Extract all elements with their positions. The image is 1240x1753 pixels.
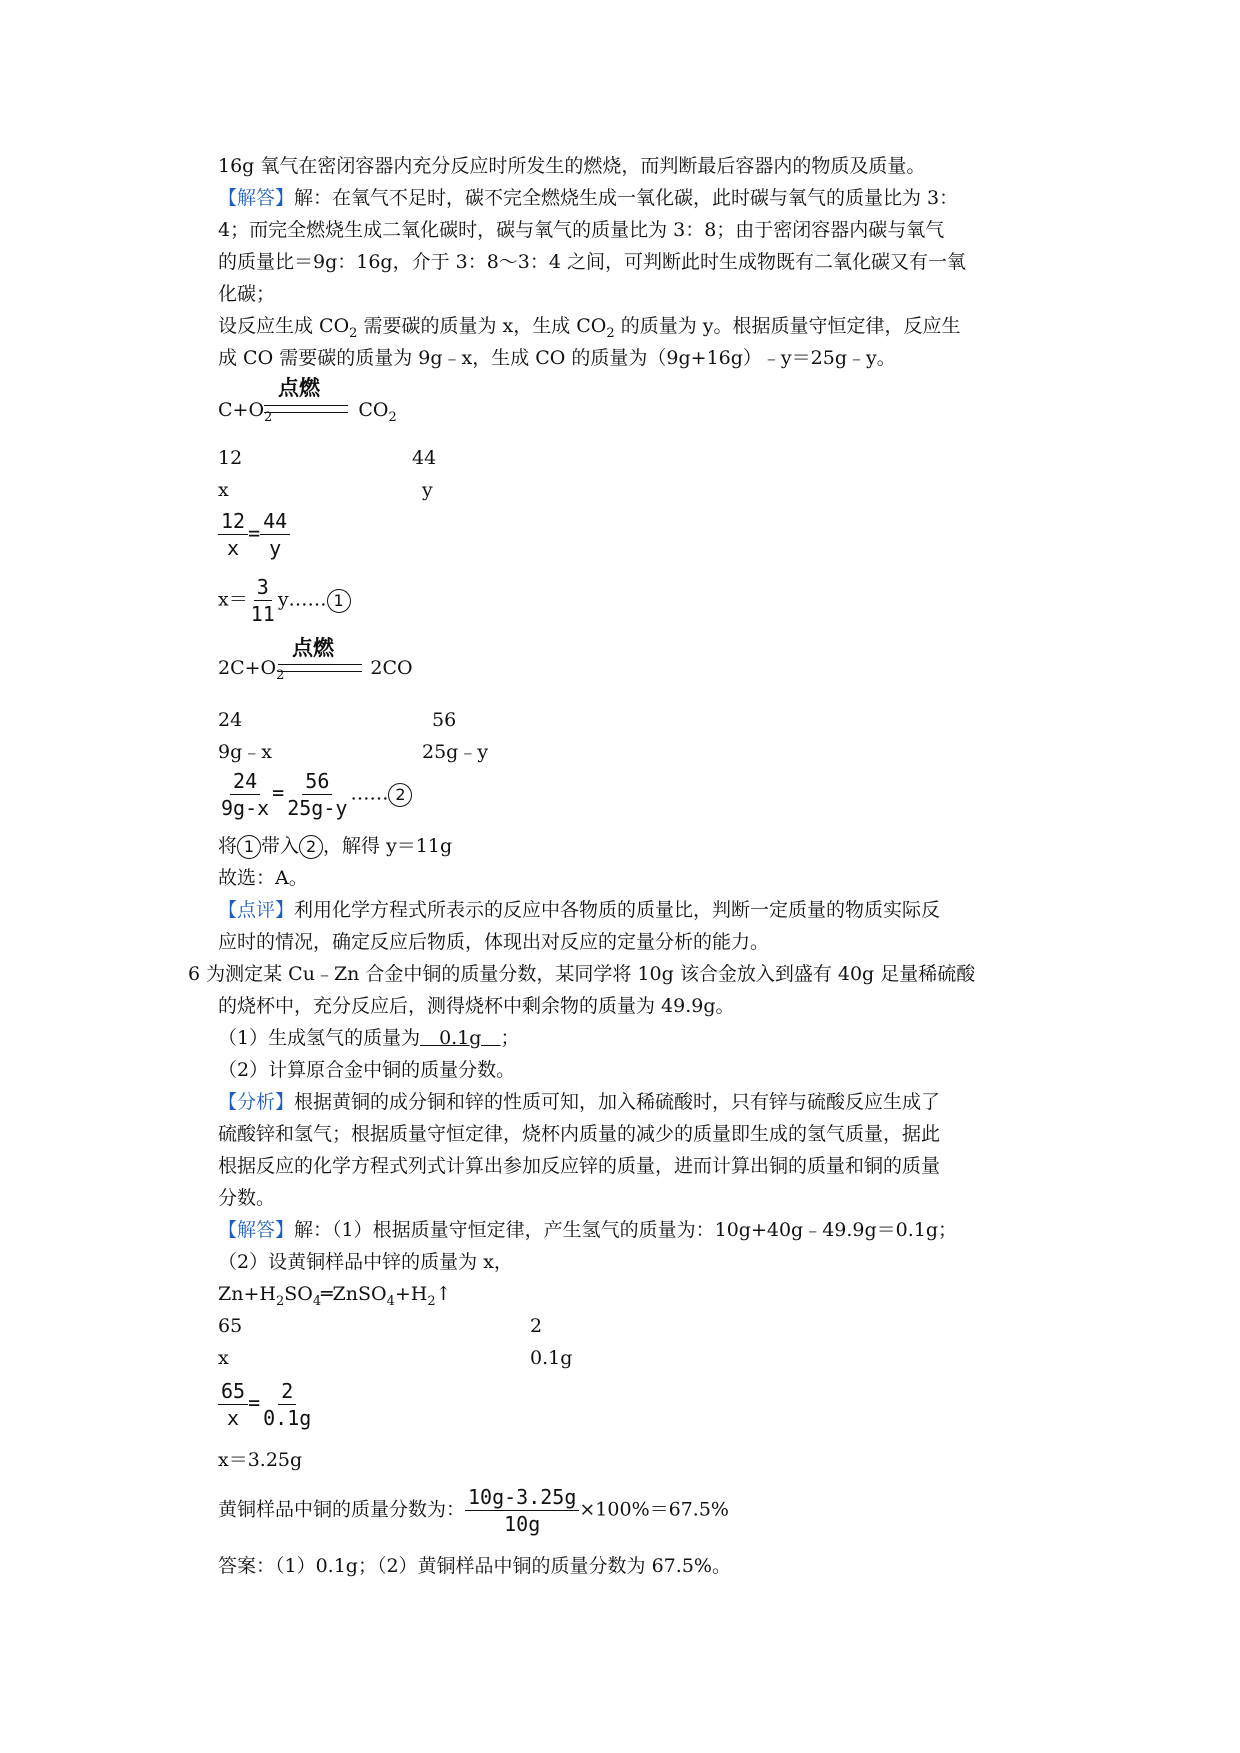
equals-sign: = <box>272 780 285 805</box>
text-span: 需要碳的质量为 x，生成 CO <box>357 315 607 337</box>
denominator: 0.1g <box>263 1406 312 1430</box>
text-span: 2 <box>530 1315 543 1337</box>
reaction-condition-label: 点燃 <box>278 376 320 400</box>
choice-line: 故选：A。 <box>218 867 308 889</box>
numerator: 10g-3.25g <box>465 1484 579 1511</box>
equals-sign: = <box>248 521 261 545</box>
proportion-1 <box>218 508 290 561</box>
denominator: y <box>269 536 282 560</box>
text-line: 4；而完全燃烧生成二氧化碳时，碳与氧气的质量比为 3：8；由于密闭容器内碳与氧气 <box>218 219 945 241</box>
text-span: C+O <box>218 399 265 421</box>
text-span: 黄铜样品中铜的质量分数为： <box>218 1498 466 1521</box>
answer-paragraph-line <box>218 1214 957 1247</box>
proportion-3 <box>218 1378 314 1431</box>
text-span: （1）生成氢气的质量为 <box>218 1027 421 1049</box>
numerator: 12 <box>218 508 248 535</box>
text-span: y…… <box>277 588 327 611</box>
answer-tag: 【解答】 <box>218 187 295 209</box>
text-span: 的质量为 y。根据质量守恒定律，反应生 <box>614 315 961 337</box>
answer-paragraph-line <box>218 182 958 215</box>
substitution-line <box>218 830 452 863</box>
double-arrow-line <box>264 405 348 413</box>
subscript: 2 <box>427 1293 436 1309</box>
answer-blank: 0.1g <box>420 1027 501 1049</box>
text-span: 25g﹣y <box>422 741 489 763</box>
fraction <box>284 768 350 821</box>
text-span: ，解得 y＝11g <box>323 835 453 857</box>
circled-number: 2 <box>388 783 412 807</box>
text-span: SO <box>284 1283 313 1305</box>
denominator: x <box>227 536 240 560</box>
text-span: y <box>422 479 433 501</box>
text-line: 应时的情况，确定反应后物质，体现出对反应的定量分析的能力。 <box>218 931 770 953</box>
subscript: 2 <box>275 1293 285 1309</box>
copper-fraction-line <box>218 1484 729 1537</box>
text-span: +H <box>394 1283 428 1305</box>
var-row <box>530 1342 572 1375</box>
text-line: 分数。 <box>218 1187 276 1209</box>
result-1 <box>218 574 351 627</box>
text-span: 解：在氧气不足时，碳不完全燃烧生成一氧化碳，此时碳与氧气的质量比为 3： <box>294 187 959 209</box>
double-arrow-line <box>278 664 362 672</box>
fraction <box>248 574 278 627</box>
fraction <box>218 508 248 561</box>
text-span: 9g﹣x <box>218 741 272 763</box>
text-span: 带入 <box>261 835 300 857</box>
analysis-tag: 【分析】 <box>218 1091 295 1113</box>
text-line: 硫酸锌和氢气；根据质量守恒定律，烧杯内质量的减少的质量即生成的氢气质量，据此 <box>218 1123 941 1145</box>
subscript: 4 <box>386 1293 395 1309</box>
fraction <box>260 1378 314 1431</box>
text-span: CO <box>358 399 389 421</box>
text-span: 24 <box>218 709 243 731</box>
numerator: 65 <box>218 1378 248 1405</box>
comment-line <box>218 894 940 927</box>
text-line: 的烧杯中，充分反应后，测得烧杯中剩余物的质量为 49.9g。 <box>218 995 735 1017</box>
text-span: Zn+H <box>218 1283 276 1305</box>
answer-tag: 【解答】 <box>218 1219 295 1241</box>
mass-row <box>218 442 242 475</box>
subscript: 2 <box>264 409 273 425</box>
reaction-condition-label: 点燃 <box>292 636 334 660</box>
numerator: 44 <box>260 508 290 535</box>
subscript: 2 <box>606 325 615 341</box>
subscript: 2 <box>388 409 397 425</box>
text-span: ═ZnSO <box>321 1283 387 1305</box>
text-line: 根据反应的化学方程式列式计算出参加反应锌的质量，进而计算出铜的质量和铜的质量 <box>218 1155 941 1177</box>
denominator: 11 <box>250 602 275 626</box>
numerator: 2 <box>278 1378 296 1405</box>
text-line: （2）设黄铜样品中锌的质量为 x， <box>218 1251 513 1273</box>
final-answer-line: 答案：（1）0.1g；（2）黄铜样品中铜的质量分数为 67.5%。 <box>218 1555 731 1577</box>
numerator: 56 <box>302 768 332 795</box>
mass-row <box>432 704 456 737</box>
text-span: 2CO <box>370 657 413 679</box>
fraction <box>218 1378 248 1431</box>
text-line: 成 CO 需要碳的质量为 9g﹣x，生成 CO 的质量为（9g+16g）﹣y＝25g﹣y。 <box>218 347 896 369</box>
fraction <box>465 1484 579 1537</box>
text-span: ×100%＝67.5% <box>579 1498 729 1521</box>
numerator: 24 <box>230 768 260 795</box>
text-span: 12 <box>218 447 243 469</box>
analysis-line <box>218 1086 940 1119</box>
fraction <box>218 768 272 821</box>
text-span: 0.1g <box>530 1347 573 1369</box>
equals-sign: = <box>248 1390 261 1415</box>
text-span: 设反应生成 CO <box>218 315 350 337</box>
mass-row <box>218 1310 242 1343</box>
text-line: 16g 氧气在密闭容器内充分反应时所发生的燃烧，而判断最后容器内的物质及质量。 <box>218 155 926 177</box>
denominator: 9g-x <box>221 796 270 820</box>
text-span: 利用化学方程式所表示的反应中各物质的质量比，判断一定质量的物质实际反 <box>294 899 941 921</box>
text-span: 56 <box>432 709 457 731</box>
text-span: x <box>218 479 229 501</box>
mass-row <box>530 1310 542 1343</box>
var-row <box>218 736 272 769</box>
text-line: 化碳； <box>218 283 276 305</box>
result-line: x＝3.25g <box>218 1449 303 1471</box>
circled-number: 2 <box>299 835 323 859</box>
denominator: 10g <box>504 1512 541 1536</box>
var-row <box>218 1342 229 1375</box>
proportion-2 <box>218 768 412 821</box>
circled-number: 1 <box>237 835 261 859</box>
text-span: ↑ <box>435 1283 452 1305</box>
subquestion-2: （2）计算原合金中铜的质量分数。 <box>218 1059 516 1081</box>
var-row <box>218 474 229 507</box>
text-span: 根据黄铜的成分铜和锌的性质可知，加入稀硫酸时，只有锌与硫酸反应生成了 <box>294 1091 941 1113</box>
denominator: 25g-y <box>287 796 348 820</box>
subscript: 2 <box>349 325 358 341</box>
question-line: 6 为测定某 Cu﹣Zn 合金中铜的质量分数，某同学将 10g 该合金放入到盛有 40g 足量稀硫酸 <box>188 963 976 985</box>
mass-row <box>412 442 436 475</box>
text-span: 44 <box>412 447 437 469</box>
text-span: ； <box>500 1027 520 1049</box>
comment-tag: 【点评】 <box>218 899 295 921</box>
text-span: x＝ <box>218 588 248 611</box>
text-span: x <box>218 1347 229 1369</box>
numerator: 3 <box>254 574 272 601</box>
subquestion-1 <box>218 1022 520 1055</box>
circled-number: 1 <box>327 589 351 613</box>
text-span: 2C+O <box>218 657 277 679</box>
text-span: 65 <box>218 1315 243 1337</box>
subscript: 4 <box>312 1293 322 1309</box>
text-span: 将 <box>218 835 238 857</box>
text-span: …… <box>350 782 389 805</box>
var-row <box>422 474 433 507</box>
denominator: x <box>227 1406 240 1430</box>
var-row <box>422 736 488 769</box>
subscript: 2 <box>276 667 285 683</box>
fraction <box>260 508 290 561</box>
mass-row <box>218 704 242 737</box>
equation-3 <box>218 1278 452 1318</box>
text-line: 的质量比＝9g：16g，介于 3：8～3：4 之间，可判断此时生成物既有二氧化碳又有一氧 <box>218 251 967 273</box>
text-span: 解：（1）根据质量守恒定律，产生氢气的质量为：10g+40g﹣49.9g＝0.1g； <box>294 1219 958 1241</box>
